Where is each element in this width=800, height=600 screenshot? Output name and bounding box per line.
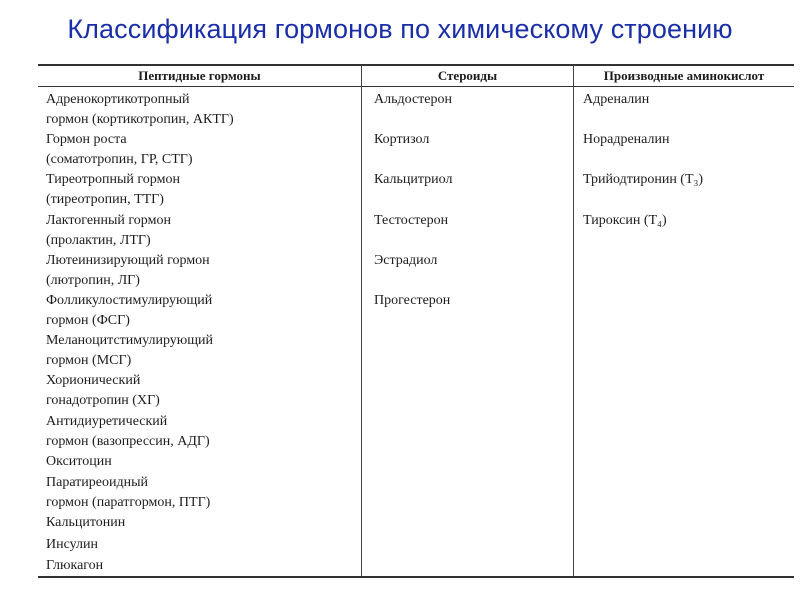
- amino-acid-derivatives-column: [583, 90, 788, 251]
- list-item: Кортизол: [374, 132, 430, 148]
- item-line: Меланоцитстимулирующий: [46, 333, 214, 349]
- item-line: (лютропин, ЛГ): [46, 272, 140, 288]
- column-divider: [573, 65, 574, 576]
- list-item: [46, 452, 356, 474]
- header-peptide-hormones: Пептидные гормоны: [138, 68, 261, 83]
- list-item: [46, 331, 356, 371]
- item-line: Гормон роста: [46, 132, 127, 148]
- list-item: [46, 513, 356, 535]
- list-item: [46, 90, 356, 130]
- item-line: Адренокортикотропный: [46, 92, 190, 107]
- list-item: Кальцитриол: [374, 172, 453, 188]
- steroids-column: [374, 90, 564, 331]
- item-line: Лютеинизирующий гормон: [46, 252, 210, 268]
- list-item: [46, 291, 356, 331]
- list-item: Тестостерон: [374, 212, 449, 228]
- column-divider: [361, 65, 362, 576]
- page-title: Классификация гормонов по химическому строению: [67, 14, 733, 44]
- list-item: Эстрадиол: [374, 252, 438, 268]
- list-item: Адреналин: [583, 92, 650, 107]
- table-header-rule: [38, 86, 794, 87]
- item-line: (пролактин, ЛТГ): [46, 232, 151, 248]
- list-item: [46, 371, 356, 411]
- item-line: гормон (кортикотропин, АКТГ): [46, 112, 234, 127]
- list-item: Норадреналин: [583, 132, 670, 148]
- list-item: [46, 130, 356, 170]
- item-line: гормон (паратгормон, ПТГ): [46, 495, 211, 511]
- item-line: гормон (МСГ): [46, 353, 132, 369]
- list-item: Трийодтиронин (T₃): [583, 172, 704, 188]
- list-item: Альдостерон: [374, 92, 452, 107]
- item-line: Антидиуретический: [46, 413, 168, 429]
- peptide-hormones-column: [46, 90, 356, 578]
- item-line: Инсулин: [46, 536, 98, 552]
- list-item: Прогестерон: [374, 292, 451, 308]
- list-item: Тироксин (T₄): [583, 212, 667, 228]
- table-top-rule: [38, 64, 794, 66]
- item-line: Паратиреоидный: [46, 475, 149, 491]
- list-item: [46, 556, 356, 578]
- list-item: [46, 211, 356, 251]
- item-line: гонадотропин (ХГ): [46, 393, 160, 409]
- item-line: Кальцитонин: [46, 515, 126, 531]
- item-line: гормон (ФСГ): [46, 312, 130, 328]
- item-line: Хорионический: [46, 373, 141, 389]
- header-amino-acid-derivatives: Производные аминокислот: [603, 68, 765, 83]
- item-line: гормон (вазопрессин, АДГ): [46, 433, 210, 449]
- list-item: [46, 473, 356, 513]
- header-steroids: Стероиды: [437, 68, 498, 83]
- item-line: Лактогенный гормон: [46, 212, 171, 228]
- item-line: (соматотропин, ГР, СТГ): [46, 152, 193, 168]
- item-line: (тиреотропин, ТТГ): [46, 192, 164, 208]
- item-line: Тиреотропный гормон: [46, 172, 180, 188]
- list-item: [46, 535, 356, 557]
- item-line: Фолликулостимулирующий: [46, 292, 213, 308]
- hormone-classification-table: [38, 64, 794, 578]
- item-line: Окситоцин: [46, 453, 112, 469]
- list-item: [46, 170, 356, 210]
- list-item: [46, 251, 356, 291]
- item-line: Глюкагон: [46, 558, 104, 574]
- list-item: [46, 412, 356, 452]
